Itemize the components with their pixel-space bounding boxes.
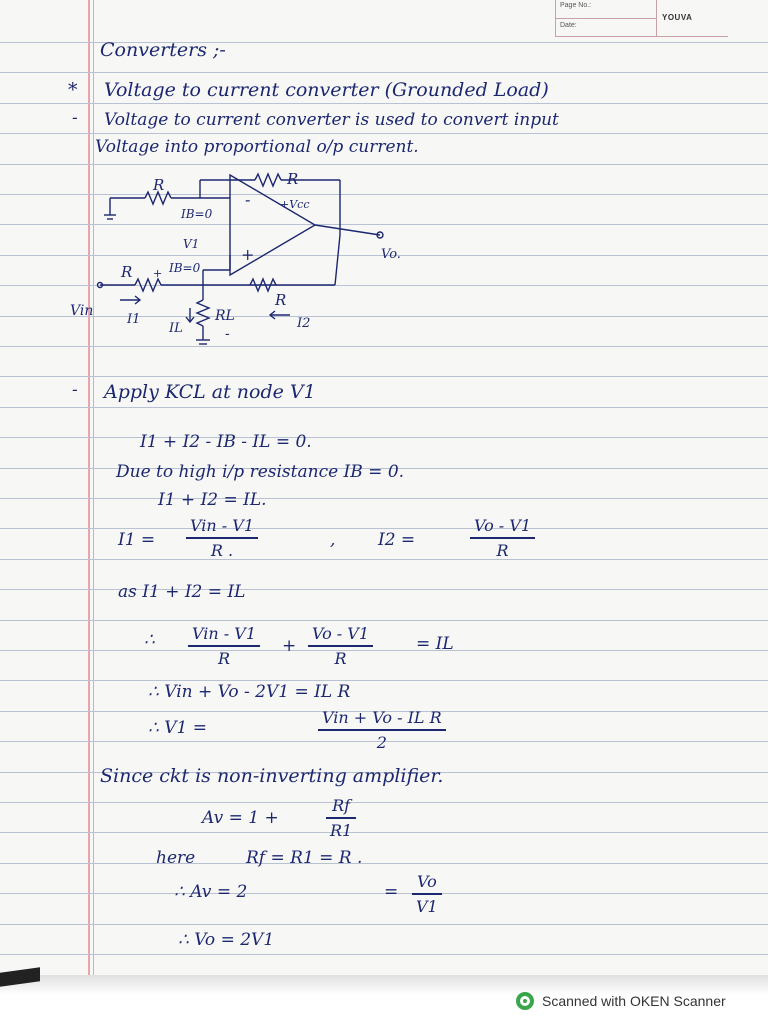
therefore-symbol: ∴	[144, 630, 155, 650]
here-label: here	[156, 848, 196, 868]
reason-text: Due to high i/p resistance IB = 0.	[116, 462, 405, 482]
fraction-num: Rf	[332, 796, 351, 815]
ruled-line	[0, 437, 768, 438]
fraction-num: Vin + Vo - IL R	[322, 708, 442, 727]
ruled-line	[0, 620, 768, 621]
final-equation: ∴ Vo = 2V1	[178, 930, 275, 950]
scanner-watermark	[516, 990, 726, 1012]
fraction-den: R .	[210, 540, 234, 560]
label-r-right: R	[275, 291, 287, 309]
bullet-mark: -	[72, 108, 78, 128]
ruled-line	[0, 589, 768, 590]
resistor-input	[135, 279, 161, 291]
label-vin: Vin	[70, 303, 94, 319]
fraction-i2	[470, 516, 535, 560]
fraction-den: R	[334, 648, 347, 668]
as-line: as I1 + I2 = IL	[118, 582, 246, 602]
step-text: Apply KCL at node V1	[104, 381, 316, 403]
bullet-heading: Voltage to current converter (Grounded Load)	[104, 79, 549, 101]
fraction-den: R1	[330, 820, 353, 840]
label-v1: V1	[183, 237, 200, 251]
brand-logo: YOUVA	[662, 13, 693, 22]
fraction-av	[326, 796, 356, 840]
label-minus: -	[245, 190, 251, 209]
label-plus: +	[241, 245, 255, 264]
i1-lhs: I1 =	[118, 530, 156, 550]
label-r-in: R	[121, 263, 133, 281]
label-i1: I1	[127, 312, 141, 327]
fraction-den: 2	[376, 732, 387, 752]
ruled-line	[0, 863, 768, 864]
label-plus-sign: +	[153, 267, 163, 280]
equation: I1 + I2 - IB - IL = 0.	[140, 432, 312, 452]
label-ib-top: IB=0	[181, 207, 213, 221]
fraction-num: Vin - V1	[190, 516, 255, 535]
resistor-load	[197, 300, 209, 326]
i2-lhs: I2 =	[378, 530, 416, 550]
description-line: Voltage into proportional o/p current.	[95, 137, 419, 157]
equation: Rf = R1 = R .	[246, 848, 363, 868]
label-rl: RL	[215, 308, 235, 324]
scanner-logo-icon	[516, 992, 534, 1010]
ruled-line	[0, 376, 768, 377]
comma: ,	[330, 530, 336, 550]
fraction-num: Vo - V1	[312, 624, 370, 643]
statement: Since ckt is non-inverting amplifier.	[100, 765, 444, 787]
v1-lhs: ∴ V1 =	[148, 718, 207, 738]
fraction-den: V1	[416, 896, 438, 916]
circuit-diagram	[70, 160, 425, 360]
date-label: Date:	[560, 22, 577, 29]
label-r-feedback: R	[287, 170, 299, 188]
ruled-line	[0, 407, 768, 408]
ruled-line	[0, 832, 768, 833]
bullet-mark: -	[72, 380, 78, 400]
margin-line	[88, 0, 90, 990]
fraction-num: Vin - V1	[192, 624, 257, 643]
av2-lhs: ∴ Av = 2	[174, 882, 248, 902]
fraction-i1	[186, 516, 258, 560]
bullet-mark: *	[68, 79, 78, 101]
ruled-line	[0, 498, 768, 499]
scanner-text: Scanned with OKEN Scanner	[542, 993, 726, 1009]
description-line: Voltage to current converter is used to convert input	[104, 110, 559, 130]
label-vo: Vo.	[381, 247, 401, 262]
fraction-num: Vo	[417, 872, 437, 891]
equals-sign: =	[384, 882, 399, 902]
fraction-sum1	[188, 624, 260, 668]
ruled-line	[0, 133, 768, 134]
fraction-den: R	[496, 540, 509, 560]
ruled-line	[0, 924, 768, 925]
title: Converters ;-	[100, 39, 226, 61]
av-lhs: Av = 1 +	[202, 808, 279, 828]
equation: I1 + I2 = IL.	[158, 490, 267, 510]
fraction-sum2	[308, 624, 373, 668]
ruled-line	[0, 103, 768, 104]
label-ib-bottom: IB=0	[169, 261, 201, 275]
page-no-label: Page No.:	[560, 2, 592, 9]
ruled-line	[0, 802, 768, 803]
page-header-box	[555, 0, 728, 37]
ruled-line	[0, 72, 768, 73]
fraction-den: R	[217, 648, 231, 668]
sum-rhs: = IL	[416, 634, 454, 654]
fraction-num: Vo - V1	[474, 516, 532, 535]
ruled-line	[0, 954, 768, 955]
ruled-line	[0, 680, 768, 681]
label-il: IL	[169, 321, 183, 336]
ruled-line	[0, 528, 768, 529]
label-minus-sign: -	[225, 326, 230, 342]
fraction-av2	[412, 872, 442, 916]
equation: ∴ Vin + Vo - 2V1 = IL R	[148, 682, 351, 702]
label-vcc: +Vcc	[280, 198, 310, 211]
label-i2: I2	[297, 316, 311, 331]
plus-sign: +	[282, 636, 297, 656]
label-r-left: R	[153, 176, 165, 194]
ruled-line	[0, 650, 768, 651]
resistor-feedback	[255, 174, 281, 186]
ruled-line	[0, 559, 768, 560]
margin-line	[93, 0, 94, 990]
fraction-v1	[318, 708, 446, 752]
